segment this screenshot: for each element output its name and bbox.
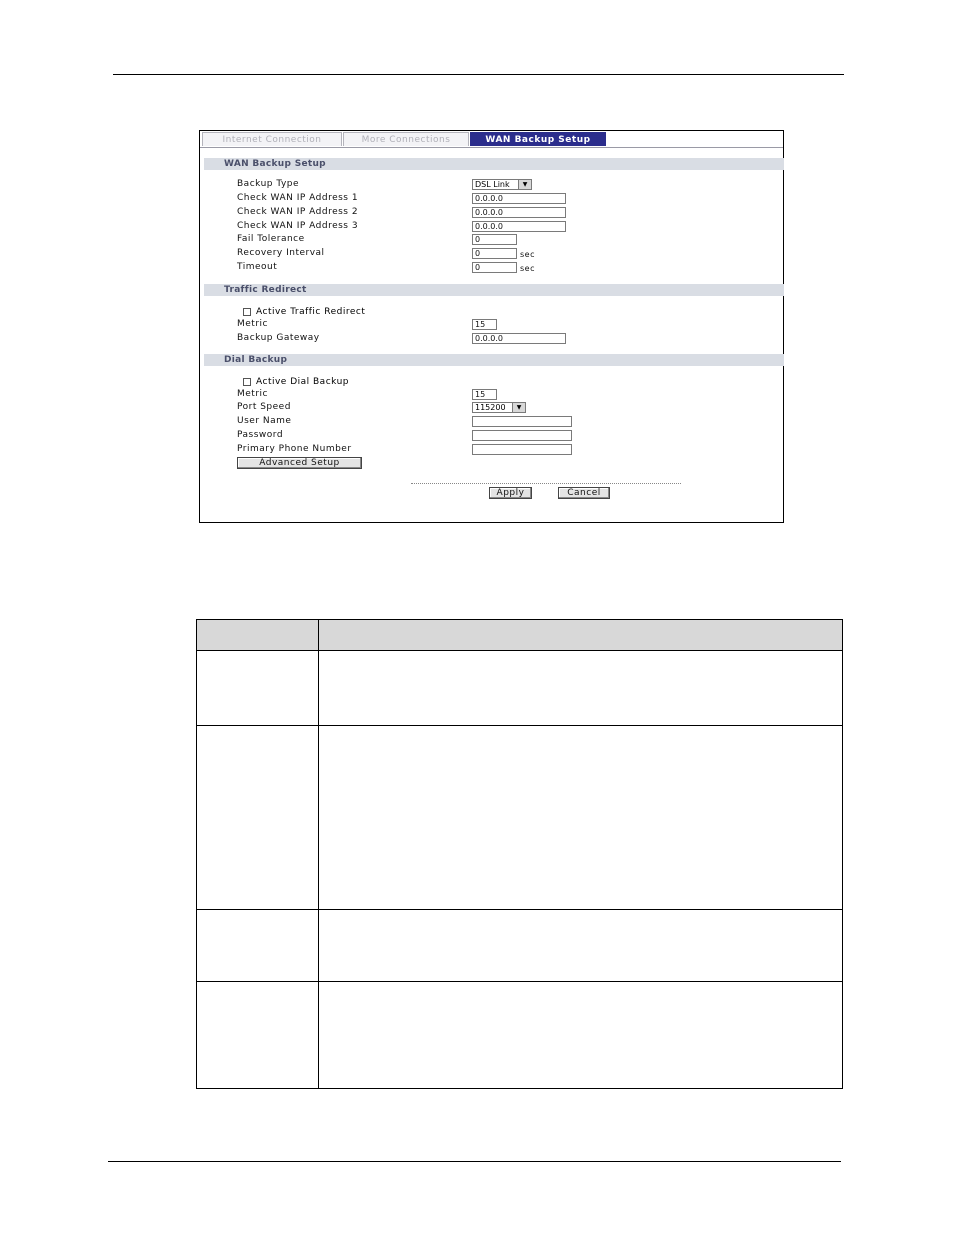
description-table <box>196 619 843 1089</box>
table-column-divider <box>318 620 319 1088</box>
table-header-row <box>197 620 842 650</box>
port-speed-select[interactable] <box>472 402 526 413</box>
chevron-down-icon: ▼ <box>518 180 531 189</box>
tab-wan-backup-setup[interactable]: WAN Backup Setup <box>470 132 606 146</box>
dial-metric-input[interactable]: 15 <box>472 389 497 400</box>
wan-backup-screenshot <box>199 130 784 523</box>
active-dial-backup-label: Active Dial Backup <box>256 377 349 387</box>
section-wan-backup-setup: WAN Backup Setup <box>204 158 784 170</box>
dial-metric-label: Metric <box>237 389 268 399</box>
port-speed-value: 115200 <box>475 403 506 412</box>
traffic-metric-input[interactable]: 15 <box>472 319 497 330</box>
chevron-down-icon: ▼ <box>512 403 525 412</box>
password-label: Password <box>237 430 284 440</box>
user-name-label: User Name <box>237 416 292 426</box>
timeout-input[interactable]: 0 <box>472 262 517 273</box>
table-row <box>197 725 842 909</box>
check-wan-ip-1-input[interactable]: 0.0.0.0 <box>472 193 566 204</box>
cancel-button[interactable]: Cancel <box>558 487 610 499</box>
table-row <box>197 981 842 1088</box>
table-row <box>197 909 842 981</box>
top-rule <box>113 74 844 75</box>
primary-phone-label: Primary Phone Number <box>237 444 352 454</box>
active-traffic-redirect-label: Active Traffic Redirect <box>256 307 366 317</box>
bottom-rule <box>108 1161 841 1162</box>
recovery-interval-input[interactable]: 0 <box>472 248 517 259</box>
table-row <box>197 650 842 725</box>
tab-bar <box>200 131 783 148</box>
section-dial-backup: Dial Backup <box>204 354 784 366</box>
section-traffic-redirect: Traffic Redirect <box>204 284 784 296</box>
backup-gateway-label: Backup Gateway <box>237 333 320 343</box>
divider <box>411 483 681 484</box>
check-wan-ip-1-label: Check WAN IP Address 1 <box>237 193 359 203</box>
backup-gateway-input[interactable]: 0.0.0.0 <box>472 333 566 344</box>
traffic-metric-label: Metric <box>237 319 268 329</box>
timeout-unit: sec <box>520 264 535 273</box>
advanced-setup-button[interactable]: Advanced Setup <box>237 457 362 469</box>
check-wan-ip-3-label: Check WAN IP Address 3 <box>237 221 359 231</box>
check-wan-ip-3-input[interactable]: 0.0.0.0 <box>472 221 566 232</box>
apply-button[interactable]: Apply <box>489 487 532 499</box>
timeout-label: Timeout <box>237 262 278 272</box>
check-wan-ip-2-input[interactable]: 0.0.0.0 <box>472 207 566 218</box>
active-traffic-redirect-checkbox[interactable] <box>243 308 251 316</box>
backup-type-value: DSL Link <box>475 180 510 189</box>
check-wan-ip-2-label: Check WAN IP Address 2 <box>237 207 359 217</box>
primary-phone-input[interactable] <box>472 444 572 455</box>
backup-type-select[interactable] <box>472 179 532 190</box>
recovery-interval-label: Recovery Interval <box>237 248 325 258</box>
recovery-interval-unit: sec <box>520 250 535 259</box>
tab-more-connections[interactable]: More Connections <box>343 132 469 146</box>
backup-type-label: Backup Type <box>237 179 300 189</box>
active-dial-backup-checkbox[interactable] <box>243 378 251 386</box>
tab-internet-connection[interactable]: Internet Connection <box>202 132 342 146</box>
password-input[interactable] <box>472 430 572 441</box>
port-speed-label: Port Speed <box>237 402 291 412</box>
user-name-input[interactable] <box>472 416 572 427</box>
fail-tolerance-label: Fail Tolerance <box>237 234 305 244</box>
fail-tolerance-input[interactable]: 0 <box>472 234 517 245</box>
